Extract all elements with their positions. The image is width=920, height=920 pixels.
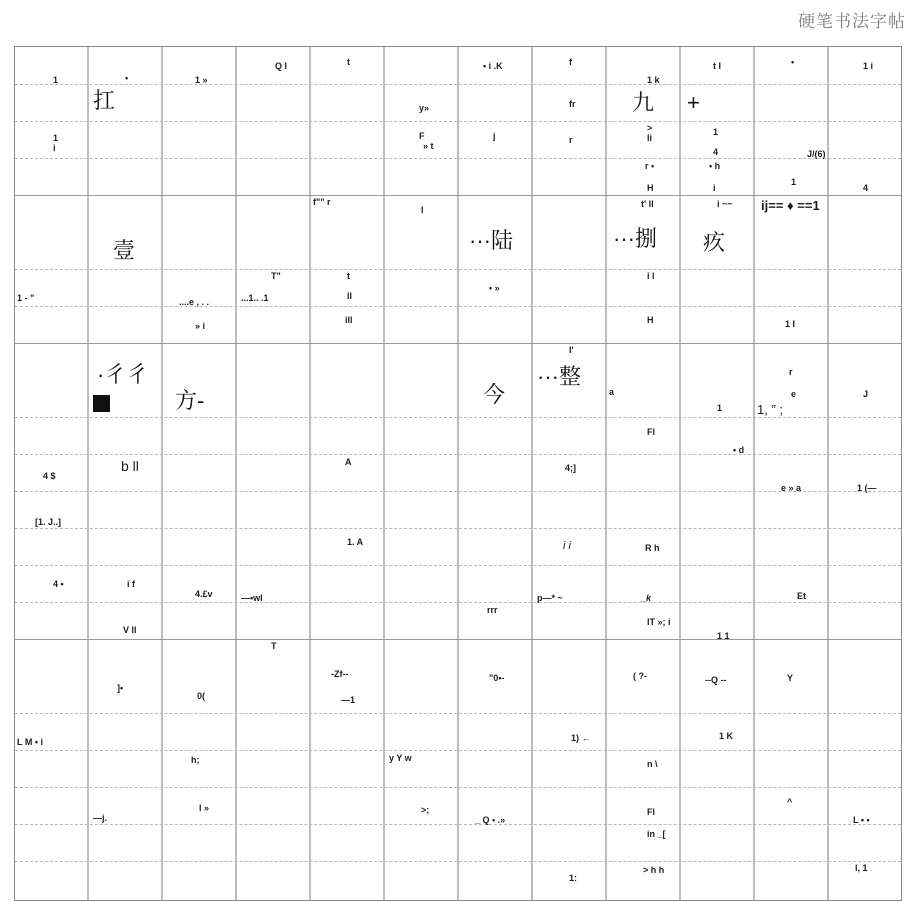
mark: A [345, 457, 352, 467]
glyph-lu: ···陆 [469, 228, 513, 253]
mark: IT »; i [647, 617, 671, 627]
row-line [15, 602, 901, 603]
mark: • [791, 57, 795, 67]
mark: Y [787, 673, 794, 683]
glyph-jiu: 疚 [703, 230, 726, 255]
row-line [15, 269, 901, 270]
mark: i [53, 143, 56, 153]
mark: e » a [781, 483, 802, 493]
mark: y» [419, 103, 430, 113]
mark: F [419, 131, 425, 141]
mark: t I [713, 61, 721, 71]
mark: ....e , . . [179, 297, 210, 307]
mark: f [569, 57, 572, 67]
row-line [15, 824, 901, 825]
mark: Q I [275, 61, 288, 71]
glyph-zheng: ···整 [537, 364, 581, 389]
mark: li [647, 133, 653, 143]
mark: » i [195, 321, 206, 331]
mark: ]• [117, 683, 124, 693]
glyph-fang: 方- [175, 388, 205, 413]
mark: T" [271, 271, 281, 281]
mark: --Q -- [705, 675, 727, 685]
mark: -Zf-- [331, 669, 349, 679]
mark: 1 - " [17, 293, 35, 303]
mark: ...1.. .1 [241, 293, 269, 303]
mark: >; [421, 805, 430, 815]
row-line [15, 195, 901, 196]
glyph-yi: 壹 [113, 238, 136, 263]
mark: 4;] [565, 463, 576, 473]
glyph-chi: ·彳彳 [97, 362, 149, 387]
mark: 4.£v [195, 589, 213, 599]
watermark-title: 硬笔书法字帖 [798, 12, 906, 32]
mark: f"" r [313, 197, 331, 207]
mark: L • • [853, 815, 870, 825]
glyph-plus: + [687, 90, 700, 115]
mark: j [493, 131, 496, 141]
mark: 1 I [785, 319, 796, 329]
mark: in _[ [647, 829, 666, 839]
mark: J/(6) [807, 149, 826, 159]
mark: > [647, 123, 653, 133]
mark: 4 $ [43, 471, 56, 481]
mark: r [789, 367, 793, 377]
mark: > h h [643, 865, 665, 875]
glyph-bll: b ll [121, 458, 139, 474]
row-line [15, 713, 901, 714]
row-line [15, 565, 901, 566]
row-line [15, 121, 901, 122]
mark: 4 [863, 183, 869, 193]
mark: T [271, 641, 277, 651]
mark: n \ [647, 759, 658, 769]
row-line [15, 639, 901, 640]
mark: V ll [123, 625, 137, 635]
mark: 1) ← [571, 733, 591, 743]
mark: • d [733, 445, 745, 455]
mark: ill [345, 315, 353, 325]
mark: 4 • [53, 579, 64, 589]
mark: 1 k [647, 75, 660, 85]
mark: h; [191, 755, 200, 765]
mark: 4 [713, 147, 719, 157]
mark: —1 [341, 695, 356, 705]
mark: 0( [197, 691, 206, 701]
mark: "0•- [489, 673, 505, 683]
mark: p—* ~ [537, 593, 563, 603]
mark: • i .K [483, 61, 503, 71]
glyph-nine: 九 [632, 90, 655, 115]
mark: r • [645, 161, 655, 171]
mark: e [791, 389, 797, 399]
row-line [15, 787, 901, 788]
mark: I [421, 205, 424, 215]
glyph-ij: ij== ♦ ==1 [761, 198, 820, 213]
row-line [15, 750, 901, 751]
mark: rrr [487, 605, 498, 615]
mark: • [125, 73, 129, 83]
glyph-jin: 今 [483, 382, 506, 407]
mark: L M • i [17, 737, 43, 747]
mark: Fl [647, 807, 655, 817]
mark: ^ [787, 797, 793, 807]
mark: [1. J..] [35, 517, 62, 527]
row-line [15, 84, 901, 85]
mark: 1 [53, 75, 59, 85]
mark: i i [563, 540, 571, 552]
mark: H [647, 183, 654, 193]
glyph-ba: ···捌 [613, 226, 657, 251]
mark: ll [347, 291, 353, 301]
row-line [15, 861, 901, 862]
row-line [15, 491, 901, 492]
mark: H [647, 315, 654, 325]
row-line [15, 343, 901, 344]
mark: 1. A [347, 537, 364, 547]
mark: 1 i [863, 61, 874, 71]
mark: fr [569, 99, 576, 109]
mark: 1 [717, 403, 723, 413]
ink-block [93, 395, 110, 412]
mark: » t [423, 141, 434, 151]
mark: 1 [53, 133, 59, 143]
mark: i ~~ [717, 199, 733, 209]
mark: r [569, 135, 573, 145]
mark: Et [797, 591, 806, 601]
mark: • h [709, 161, 721, 171]
mark: i l [647, 271, 655, 281]
mark: t [347, 57, 350, 67]
mark: 1 (— [857, 483, 877, 493]
mark: Fl [647, 427, 655, 437]
mark: —•wl [241, 593, 263, 603]
mark: • » [489, 283, 500, 293]
mark: 1 [791, 177, 797, 187]
mark: a [609, 387, 615, 397]
mark: _k [641, 593, 652, 603]
mark: t [347, 271, 350, 281]
mark: i f [127, 579, 135, 589]
mark: —j. [93, 813, 108, 823]
row-line [15, 454, 901, 455]
glyph-comma: 1, ” ; [757, 402, 784, 417]
mark: 1 1 [717, 631, 730, 641]
mark: y Y w [389, 753, 412, 763]
mark: _ Q • .» [475, 815, 506, 825]
row-line [15, 158, 901, 159]
row-line [15, 417, 901, 418]
mark: 1 » [195, 75, 208, 85]
mark: l, 1 [855, 863, 868, 873]
mark: i [713, 183, 716, 193]
mark: t' ll [641, 199, 654, 209]
row-line [15, 306, 901, 307]
mark: 1: [569, 873, 578, 883]
row-line [15, 528, 901, 529]
mark: I' [569, 345, 574, 355]
mark: J [863, 389, 869, 399]
glyph-kang: 扛 [93, 88, 116, 113]
mark: 1 K [719, 731, 734, 741]
mark: 1 [713, 127, 719, 137]
practice-grid [14, 46, 902, 901]
mark: l » [199, 803, 210, 813]
mark: R h [645, 543, 660, 553]
mark: ( ?- [633, 671, 647, 681]
